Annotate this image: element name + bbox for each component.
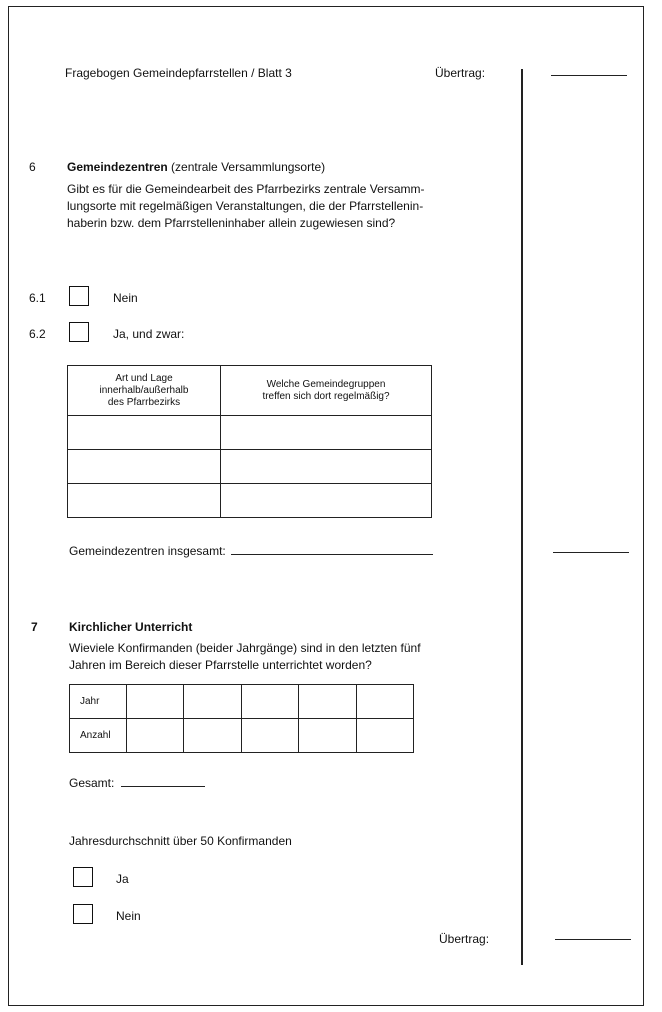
table-cell-input[interactable]: [68, 484, 221, 518]
question-line: Wieviele Konfirmanden (beider Jahrgänge) sind in den letzten fünf: [69, 641, 421, 655]
uebertrag-field-bottom[interactable]: [555, 939, 631, 940]
table-cell-input[interactable]: [68, 416, 221, 450]
gesamt-label: Gesamt:: [69, 776, 115, 790]
table-cell-input[interactable]: [221, 484, 432, 518]
option-nein-label: Nein: [116, 909, 141, 923]
option-6-1-number: 6.1: [29, 291, 46, 305]
section-6-title-suffix: (zentrale Versammlungsorte): [171, 160, 326, 174]
question-line: Jahren im Bereich dieser Pfarrstelle unterrichtet worden?: [69, 658, 372, 672]
uebertrag-label-bottom: Übertrag:: [439, 932, 490, 946]
option-nein-checkbox[interactable]: [73, 904, 93, 924]
row-label-jahr: Jahr: [70, 685, 127, 719]
uebertrag-field-top[interactable]: [551, 75, 627, 76]
header-gemeindegruppen: Welche Gemeindegruppen treffen sich dort regelmäßig?: [221, 366, 432, 416]
uebertrag-label-top: Übertrag:: [435, 66, 486, 80]
konfirmanden-table: [69, 684, 414, 753]
section-6-title: Gemeindezentren: [67, 160, 168, 174]
average-question: Jahresdurchschnitt über 50 Konfirmanden: [69, 834, 292, 848]
table-cell-input[interactable]: [184, 685, 241, 719]
margin-divider: [521, 69, 523, 965]
section-6-number: 6: [29, 160, 36, 174]
table-cell-input[interactable]: [127, 685, 184, 719]
table-cell-input[interactable]: [184, 719, 241, 753]
section-7-number: 7: [31, 620, 38, 634]
table-cell-input[interactable]: [221, 450, 432, 484]
question-line: haberin bzw. dem Pfarrstelleninhaber allein zugewiesen sind?: [67, 216, 396, 230]
gesamt-field[interactable]: [121, 786, 205, 787]
table-row-jahr: [70, 685, 414, 719]
header-art-und-lage: Art und Lage innerhalb/außerhalb des Pfarrbezirks: [68, 366, 221, 416]
section-6-question: [67, 181, 424, 232]
gemeindezentren-uebertrag-field[interactable]: [553, 552, 629, 553]
section-7-question: [69, 640, 421, 674]
option-ja-checkbox[interactable]: [73, 867, 93, 887]
gemeindezentren-table: [67, 365, 432, 518]
option-6-1-label: Nein: [113, 291, 138, 305]
table-cell-input[interactable]: [241, 685, 298, 719]
table-cell-input[interactable]: [299, 719, 356, 753]
table-cell-input[interactable]: [241, 719, 298, 753]
row-label-anzahl: Anzahl: [70, 719, 127, 753]
question-line: lungsorte mit regelmäßigen Veranstaltungen, die der Pfarrstellenin-: [67, 199, 424, 213]
option-6-2-checkbox[interactable]: [69, 322, 89, 342]
section-7-title: Kirchlicher Unterricht: [69, 620, 193, 634]
option-6-2-label: Ja, und zwar:: [113, 327, 185, 341]
table-cell-input[interactable]: [299, 685, 356, 719]
option-6-2-number: 6.2: [29, 327, 46, 341]
table-cell-input[interactable]: [68, 450, 221, 484]
table-cell-input[interactable]: [221, 416, 432, 450]
gemeindezentren-total-field[interactable]: [231, 554, 433, 555]
table-row: [68, 416, 432, 450]
table-cell-input[interactable]: [356, 685, 413, 719]
question-line: Gibt es für die Gemeindearbeit des Pfarrbezirks zentrale Versamm-: [67, 182, 425, 196]
table-row-anzahl: [70, 719, 414, 753]
form-title: Fragebogen Gemeindepfarrstellen / Blatt 3: [65, 66, 292, 80]
table-cell-input[interactable]: [356, 719, 413, 753]
table-row: [68, 484, 432, 518]
option-6-1-checkbox[interactable]: [69, 286, 89, 306]
table-header-row: [68, 366, 432, 416]
table-row: [68, 450, 432, 484]
form-page: [8, 6, 644, 1006]
option-ja-label: Ja: [116, 872, 129, 886]
section-6-heading: [67, 159, 325, 175]
table-cell-input[interactable]: [127, 719, 184, 753]
gemeindezentren-total-label: Gemeindezentren insgesamt:: [69, 544, 226, 558]
